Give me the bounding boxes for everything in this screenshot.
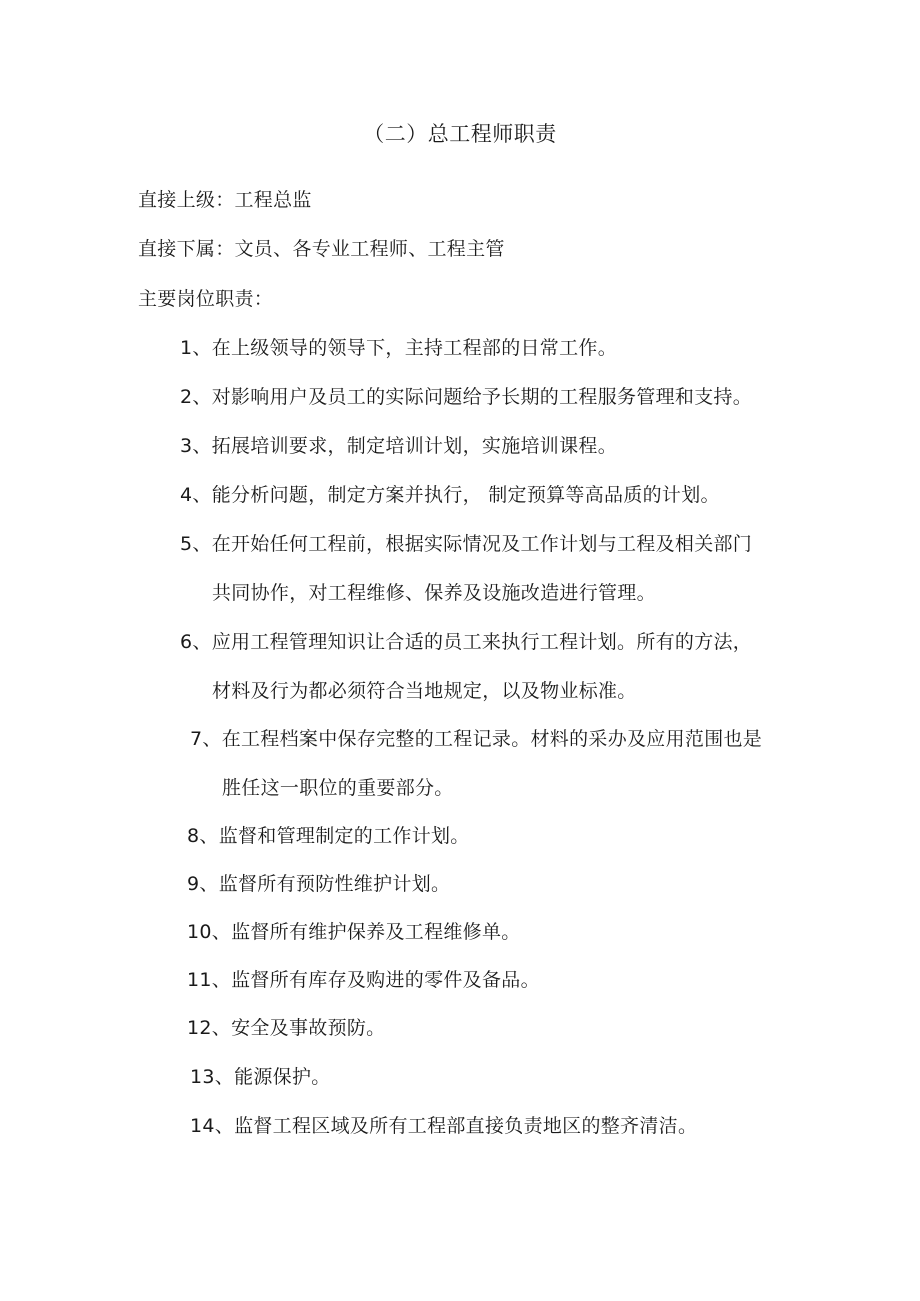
- duty-item-9: 9、监督所有预防性维护计划。: [187, 873, 451, 895]
- duty-item-5: 5、在开始任何工程前，根据实际情况及工作计划与工程及相关部门: [180, 533, 753, 555]
- document-title: （二）总工程师职责: [363, 122, 557, 146]
- duty-item-5-continued: 共同协作，对工程维修、保养及设施改造进行管理。: [212, 582, 656, 604]
- direct-subordinates: 直接下属：文员、各专业工程师、工程主管: [138, 238, 505, 260]
- direct-superior: 直接上级：工程总监: [138, 189, 312, 211]
- duty-item-14: 14、监督工程区域及所有工程部直接负责地区的整齐清洁。: [190, 1115, 698, 1137]
- duty-item-3: 3、拓展培训要求，制定培训计划，实施培训课程。: [180, 435, 617, 457]
- duty-item-10: 10、监督所有维护保养及工程维修单。: [187, 921, 521, 943]
- duty-item-8: 8、监督和管理制定的工作计划。: [187, 825, 470, 847]
- duty-item-6: 6、应用工程管理知识让合适的员工来执行工程计划。所有的方法，: [180, 631, 753, 653]
- duty-item-6-continued: 材料及行为都必须符合当地规定，以及物业标准。: [212, 680, 637, 702]
- duty-item-12: 12、安全及事故预防。: [187, 1017, 386, 1039]
- duties-heading: 主要岗位职责：: [138, 288, 274, 310]
- duty-item-13: 13、能源保护。: [190, 1066, 331, 1088]
- duty-item-2: 2、对影响用户及员工的实际问题给予长期的工程服务管理和支持。: [180, 386, 753, 408]
- duty-item-1: 1、在上级领导的领导下，主持工程部的日常工作。: [180, 337, 617, 359]
- duty-item-7: 7、在工程档案中保存完整的工程记录。材料的采办及应用范围也是: [190, 728, 763, 750]
- duty-item-11: 11、监督所有库存及购进的零件及备品。: [187, 969, 540, 991]
- duty-item-7-continued: 胜任这一职位的重要部分。: [222, 777, 454, 799]
- duty-item-4: 4、能分析问题，制定方案并执行， 制定预算等高品质的计划。: [180, 484, 720, 506]
